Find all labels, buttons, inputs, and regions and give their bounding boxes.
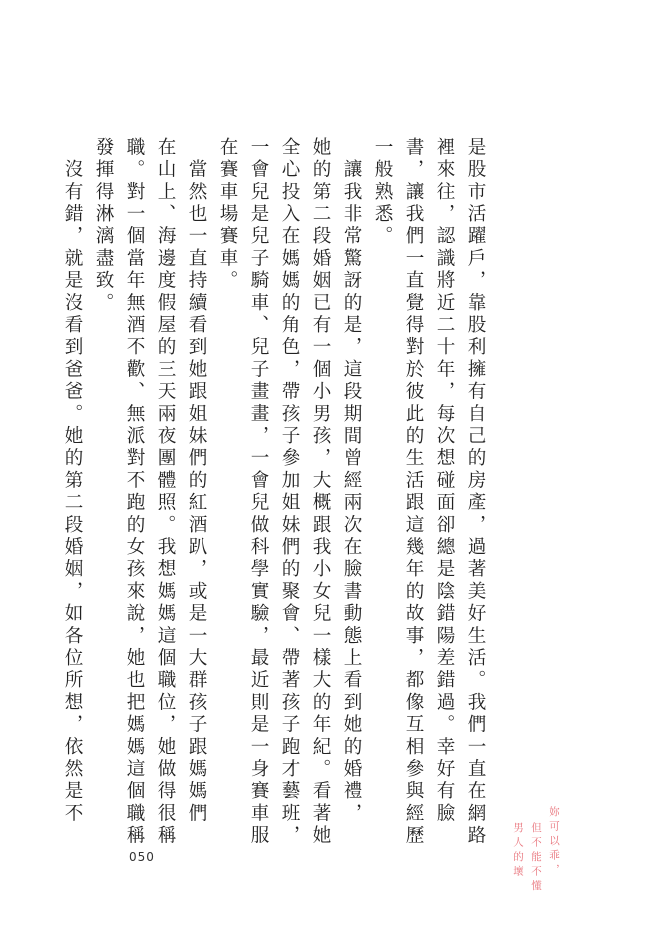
text-column: 在山上、海邊度假屋的三天兩夜團體照。我想媽媽這個職位，她做得很稱 [155, 137, 176, 848]
text-column: 發揮得淋漓盡致。 [93, 137, 114, 315]
running-title-line: 但不能不懂 [530, 822, 542, 895]
text-column: 書，讓我們一直覺得對於彼此的生活跟這幾年的故事，都像互相參與經歷 [403, 137, 424, 848]
text-column: 讓我非常驚訝的是，這段期間曾經兩次在臉書動態上看到她的婚禮， [341, 137, 362, 826]
running-title-line: 妳可以乖， [548, 806, 560, 879]
text-column: 在賽車場賽車。 [217, 137, 238, 293]
running-title-line: 男人的壞 [512, 822, 524, 880]
text-column: 一會兒是兒子騎車、兒子畫畫，一會兒做科學實驗，最近則是一身賽車服 [248, 137, 269, 848]
text-column: 職。對一個當年無酒不歡、無派對不跑的女孩來說，她也把媽媽這個職稱 [124, 137, 145, 848]
text-column: 當然也一直持續看到她跟姐妹們的紅酒趴，或是一大群孩子跟媽媽們 [186, 137, 207, 826]
text-column: 全心投入在媽媽的角色，帶孩子參加姐妹們的聚會、帶著孩子跑才藝班， [279, 137, 300, 848]
text-column: 沒有錯，就是沒看到爸爸。她的第二段婚姻，如各位所想，依然是不 [62, 137, 83, 826]
text-column: 裡來往，認識將近二十年，每次想碰面卻總是陰錯陽差錯過。幸好有臉 [434, 137, 455, 826]
text-column: 一般熟悉。 [372, 137, 393, 248]
page-number: 050 [129, 850, 155, 864]
text-column: 她的第二段婚姻已有一個小男孩，大概跟我小女兒一樣大的年紀。看著她 [310, 137, 331, 848]
text-column: 是股市活躍戶，靠股利擁有自己的房產，過著美好生活。我們一直在網路 [465, 137, 486, 848]
